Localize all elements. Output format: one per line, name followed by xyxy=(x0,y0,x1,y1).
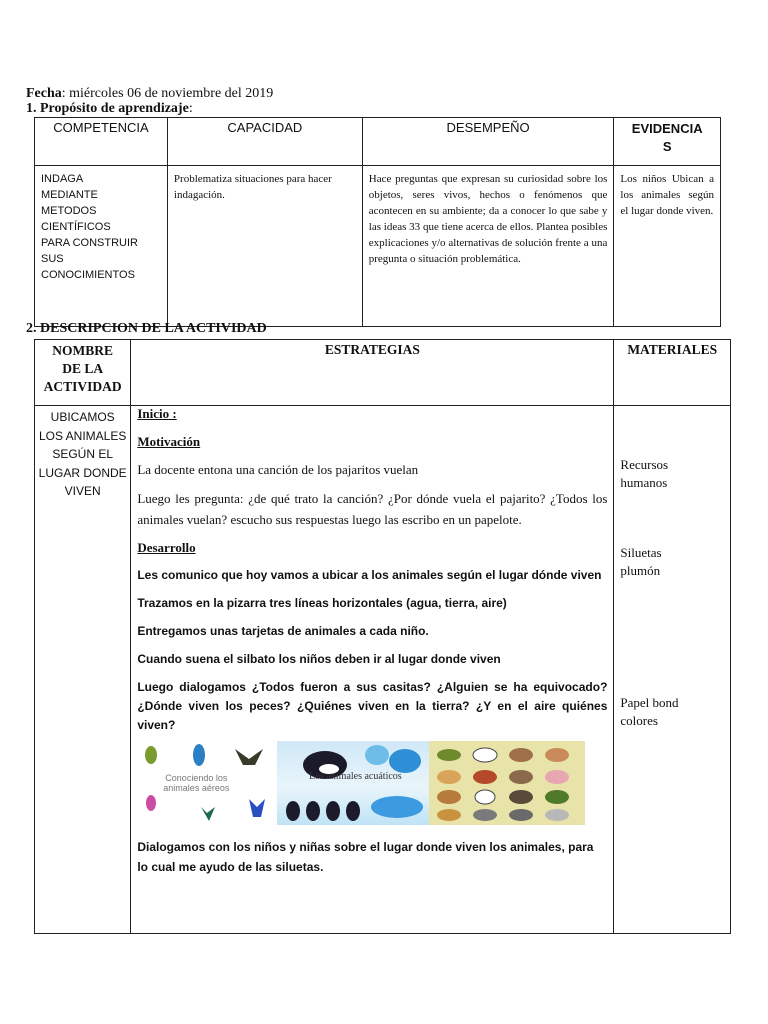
activity-name-cell xyxy=(35,406,131,934)
competencia-line: METODOS xyxy=(41,205,97,217)
header-nombre: NOMBRE DE LA ACTIVIDAD xyxy=(35,340,131,406)
header-evidencias: EVIDENCIA S xyxy=(614,118,721,166)
desempeno-cell xyxy=(362,166,614,327)
header-competencia: COMPETENCIA xyxy=(35,118,168,166)
materials-cell xyxy=(614,406,731,934)
evidencias-cell xyxy=(614,166,721,327)
section-2-title: 2. DESCRIPCION DE LA ACTIVIDAD xyxy=(26,321,267,336)
aquatic-animals-illustration xyxy=(277,741,429,825)
competencia-line: INDAGA xyxy=(41,173,84,185)
activity-name-line: LOS ANIMALES xyxy=(38,428,127,443)
strategy-step: Trazamos en la pizarra tres líneas horizontales (agua, tierra, aire) xyxy=(137,596,507,610)
strategy-step: Dialogamos con los niños y niñas sobre el lugar donde viven los animales, para lo cual me ayudo de las siluetas. xyxy=(137,840,594,874)
material-item: Siluetas plumón xyxy=(620,545,662,578)
aquatic-image-caption: Los animales acuáticos xyxy=(308,771,402,782)
competencia-line: MEDIANTE xyxy=(41,189,98,201)
strategies-cell xyxy=(131,406,614,934)
strategy-step: Entregamos unas tarjetas de animales a cada niño. xyxy=(137,624,429,638)
aquatic-animals-image xyxy=(277,741,429,825)
capacidad-cell xyxy=(167,166,362,327)
land-animals-illustration xyxy=(429,741,585,825)
activity-name-line: UBICAMOS xyxy=(50,410,115,424)
fecha-value: : miércoles 06 de noviembre del 2019 xyxy=(61,86,274,101)
material-item: Recursos humanos xyxy=(620,457,669,490)
capacidad-text: Problematiza situaciones para hacer indagación. xyxy=(173,173,332,201)
competencia-line: SUS xyxy=(41,253,64,265)
strategy-step: Cuando suena el silbato los niños deben ir al lugar donde viven xyxy=(137,652,501,666)
motivacion-label: Motivación xyxy=(137,434,201,449)
land-animals-image xyxy=(429,741,585,825)
activity-table xyxy=(34,339,731,934)
competencia-cell xyxy=(35,166,168,327)
evidencias-text: Los niños Ubican a los animales según el lugar donde viven. xyxy=(620,173,714,217)
strategy-paragraph: Luego les pregunta: ¿de qué trato la canción? ¿Por dónde vuela el pajarito? ¿Todos los animales vuelan? escucho sus respuestas luego las escribo en un papelote. xyxy=(137,491,608,527)
section-1-label: 1. Propósito de aprendizaje xyxy=(26,101,189,116)
section-1-title xyxy=(26,101,193,117)
header-desempeno: DESEMPEÑO xyxy=(362,118,614,166)
aerial-animals-image xyxy=(137,741,277,825)
section-1-colon: : xyxy=(188,101,193,116)
purpose-table xyxy=(34,117,721,327)
inicio-label: Inicio : xyxy=(137,406,177,421)
strategy-step: Les comunico que hoy vamos a ubicar a los animales según el lugar dónde viven xyxy=(137,568,602,582)
desempeno-text: Hace preguntas que expresan su curiosidad sobre los objetos, seres vivos, hechos o fenómenos que acontecen en su ambiente; da a conocer lo que sabe y las ideas 33 que tiene acerca de ellos. Plantea posibles explicaciones y/o alternativas de solución frente a una pregunta o situación problemática. xyxy=(368,173,608,265)
animal-images-row xyxy=(137,741,589,825)
header-estrategias: ESTRATEGIAS xyxy=(131,340,614,406)
activity-name-line: VIVEN xyxy=(64,484,101,498)
activity-name-line: LUGAR DONDE xyxy=(38,465,127,480)
fecha-line xyxy=(26,86,273,102)
competencia-line: PARA CONSTRUIR xyxy=(41,237,138,249)
activity-name-line: SEGÚN EL xyxy=(52,447,113,461)
header-capacidad: CAPACIDAD xyxy=(167,118,362,166)
material-item: Papel bond colores xyxy=(620,695,679,728)
desarrollo-label: Desarrollo xyxy=(137,540,196,555)
header-materiales: MATERIALES xyxy=(614,340,731,406)
competencia-line: CONOCIMIENTOS xyxy=(41,269,135,281)
strategy-paragraph: La docente entona una canción de los pajaritos vuelan xyxy=(137,462,419,477)
aerial-image-caption: Conociendo los animales aéreos xyxy=(163,773,230,793)
competencia-line: CIENTÍFICOS xyxy=(41,221,111,233)
strategy-step: Luego dialogamos ¿Todos fueron a sus casitas? ¿Alguien se ha equivocado? ¿Dónde viven los peces? ¿Quiénes viven en la tierra? ¿Y en el aire quiénes viven? xyxy=(137,680,608,732)
fecha-label: Fecha xyxy=(26,86,62,101)
